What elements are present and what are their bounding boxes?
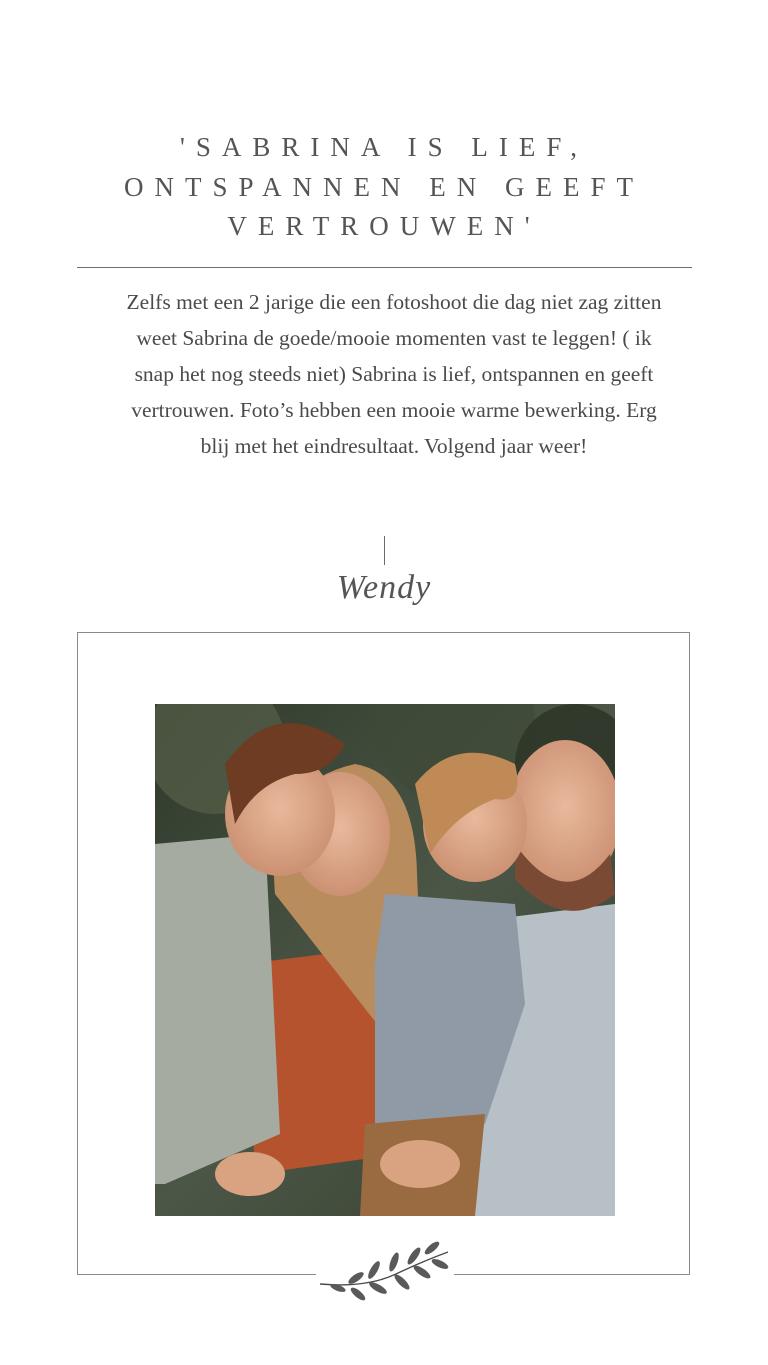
heading-divider — [77, 267, 692, 268]
testimonial-heading: 'SABRINA IS LIEF, ONTSPANNEN EN GEEFT VERTROUWEN' — [123, 132, 644, 241]
testimonial-text: Zelfs met een 2 jarige die een fotoshoot die dag niet zag zitten weet Sabrina de goede/mooie momenten vast te leggen! ( ik snap het nog steeds niet) Sabrina is lief, ontspannen en geeft vertrouwen. Foto’s hebben een mooie warme bewerking. Erg blij met het eindresultaat. Volgend jaar weer! — [126, 290, 662, 458]
author-separator-line — [384, 536, 385, 565]
testimonial-author: Wendy — [336, 569, 432, 606]
family-photo — [155, 704, 615, 1216]
olive-branch-icon — [316, 1238, 454, 1314]
